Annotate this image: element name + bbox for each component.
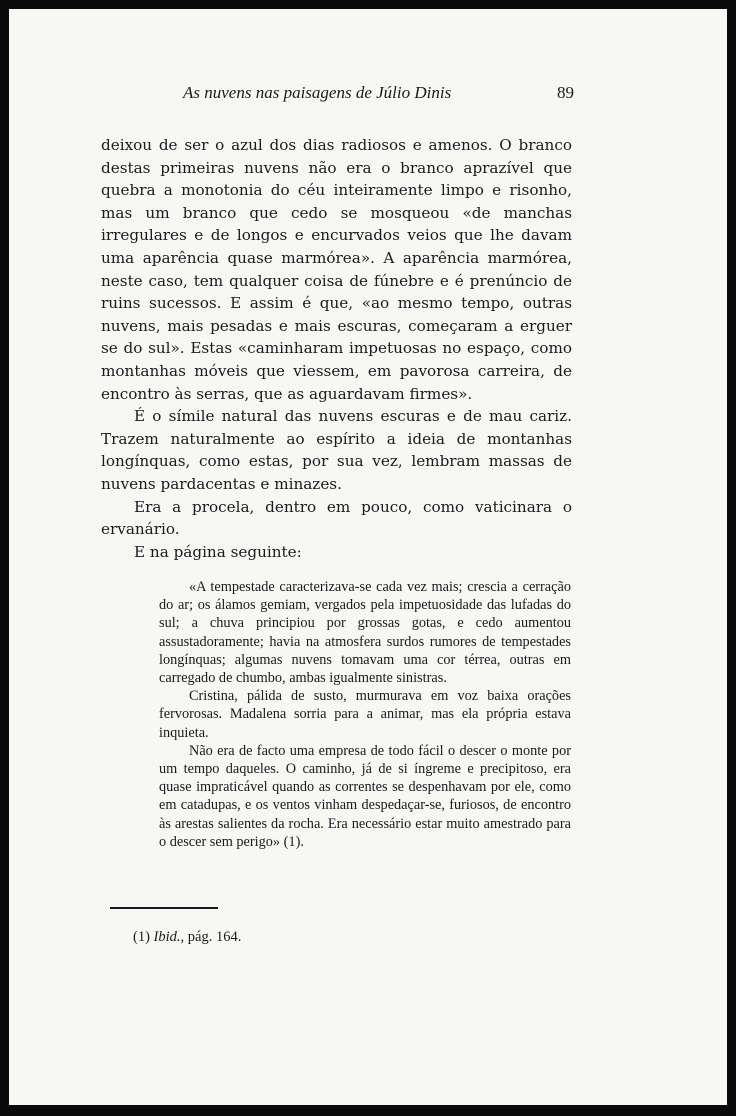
footnote-text: pág. 164. bbox=[187, 929, 242, 945]
quote-paragraph: Cristina, pálida de susto, murmurava em voz baixa orações fervorosas. Madalena sorria para a animar, mas ela própria estava inquieta. bbox=[159, 688, 571, 741]
main-text bbox=[101, 134, 572, 563]
body-paragraph: E na página seguinte: bbox=[134, 542, 302, 561]
footnote-ibid: Ibid., bbox=[153, 929, 185, 945]
book-page bbox=[9, 9, 727, 1105]
footnote-rule bbox=[110, 907, 218, 909]
body-paragraph: É o símile natural das nuvens escuras e de mau cariz. Trazem naturalmente ao espírito a ideia de montanhas longínquas, como estas, por sua vez, lembram massas de nuvens pardacentas e minazes. bbox=[101, 407, 572, 493]
running-title: As nuvens nas paisagens de Júlio Dinis bbox=[183, 83, 452, 102]
quote-paragraph: «A tempestade caracterizava-se cada vez mais; crescia a cerração do ar; os álamos gemiam, vergados pela impetuosidade das lufadas do sul; a chuva principiou por grossas gotas, e cedo aumentou assustadoramente; havia na atmosfera surdos rumores de tempestades longínquas; algumas nuvens tomavam uma cor térrea, outras em carregado de chumbo, ambas igualmente sinistras. bbox=[159, 579, 571, 687]
footnote-marker: (1) bbox=[133, 929, 150, 945]
page-number: 89 bbox=[557, 83, 574, 102]
running-head bbox=[9, 83, 727, 107]
quote-paragraph: Não era de facto uma empresa de todo fácil o descer o monte por um tempo daqueles. O caminho, já de si íngreme e precipitoso, era quase impraticável quando as correntes se despenhavam por ele, como em catadupas, e os ventos vinham despedaçar-se, furiosos, de encontro às arestas salientes da rocha. Era necessário estar muito amestrado para o descer sem perigo» (1). bbox=[159, 742, 571, 850]
body-paragraph: Era a procela, dentro em pouco, como vaticinara o ervanário. bbox=[101, 497, 572, 539]
footnote bbox=[133, 929, 241, 946]
body-paragraph: deixou de ser o azul dos dias radiosos e amenos. O branco destas primeiras nuvens não era o branco aprazível que quebra a monotonia do céu inteiramente limpo e risonho, mas um branco que cedo se mosqueou «de manchas irregulares e de longos e encurvados veios que lhe davam uma aparência quase marmórea». A aparência marmórea, neste caso, tem qualquer coisa de fúnebre e é prenúncio de ruins sucessos. E assim é que, «ao mesmo tempo, outras nuvens, mais pesadas e mais escuras, começaram a erguer se do sul». Estas «caminharam impetuosas no espaço, como montanhas móveis que viessem, em pavorosa carreira, de encontro às serras, que as aguardavam firmes». bbox=[101, 136, 572, 403]
block-quote bbox=[159, 578, 571, 851]
